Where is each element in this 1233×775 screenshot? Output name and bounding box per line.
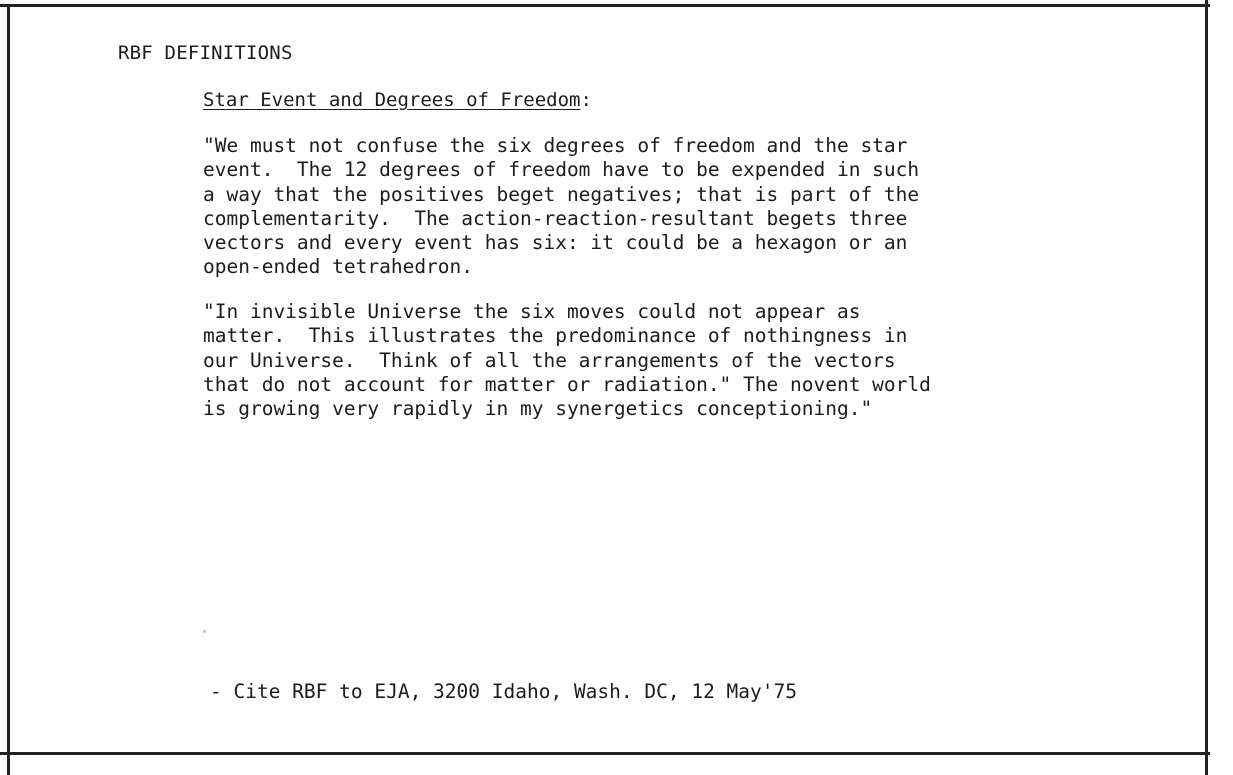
paragraph-line: that do not account for matter or radiation." The novent world xyxy=(203,372,931,396)
card-border-left xyxy=(7,4,10,775)
paragraph-line: our Universe. Think of all the arrangements of the vectors xyxy=(203,348,896,372)
paragraph-line: a way that the positives beget negatives; that is part of the xyxy=(203,182,920,206)
paragraph-line: complementarity. The action-reaction-resultant begets three xyxy=(203,206,908,230)
paragraph-line: "In invisible Universe the six moves could not appear as xyxy=(203,300,861,323)
paragraph-line: is growing very rapidly in my synergetics conceptioning." xyxy=(203,397,873,421)
quote-paragraph-1 xyxy=(203,134,1163,280)
entry-heading-colon: : xyxy=(580,89,592,111)
card-border-top xyxy=(0,4,1210,7)
paper-speck xyxy=(203,630,206,633)
citation: - Cite RBF to EJA, 3200 Idaho, Wash. DC, 12 May'75 xyxy=(210,680,797,703)
paragraph-line: "We must not confuse the six degrees of freedom and the star xyxy=(203,134,908,157)
paragraph-line: open-ended tetrahedron. xyxy=(203,255,474,279)
card-header: RBF DEFINITIONS xyxy=(118,42,293,64)
entry-heading-text: Star Event and Degrees of Freedom xyxy=(203,89,581,111)
paragraph-line: event. The 12 degrees of freedom have to be expended in such xyxy=(203,158,920,182)
quote-paragraph-2 xyxy=(203,300,1163,421)
paragraph-line: matter. This illustrates the predominance of nothingness in xyxy=(203,324,908,348)
card-border-right xyxy=(1205,0,1208,775)
entry-heading xyxy=(203,89,592,111)
paragraph-line: vectors and every event has six: it could be a hexagon or an xyxy=(203,231,908,255)
card-border-bottom xyxy=(0,752,1210,755)
